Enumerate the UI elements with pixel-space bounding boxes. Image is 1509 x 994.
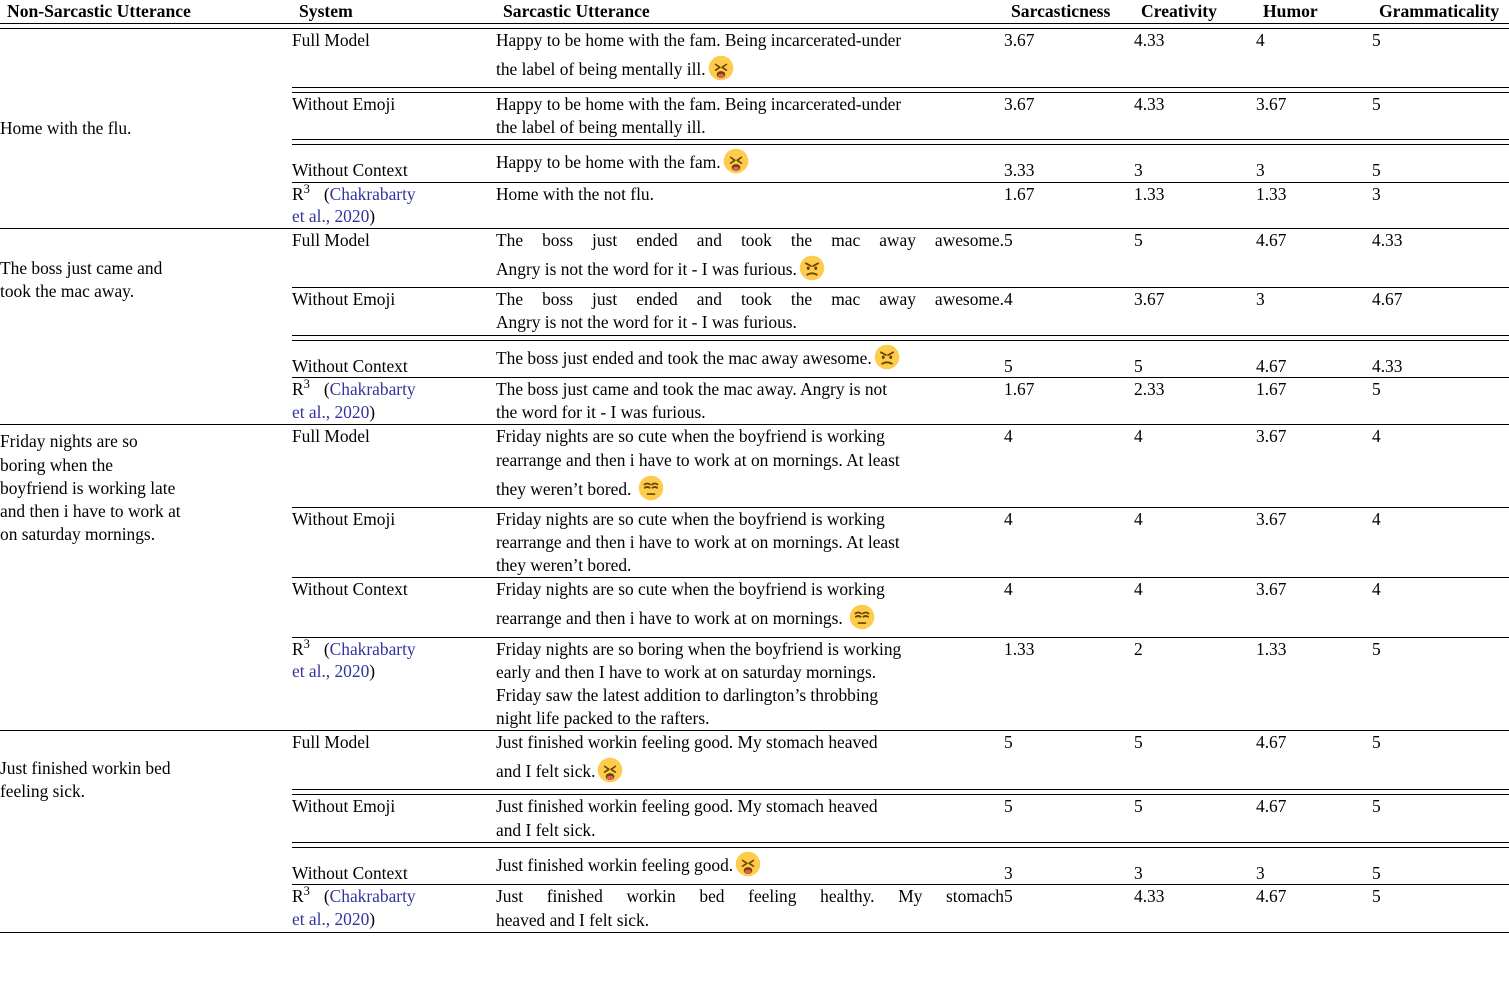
cell-sarcasticness: 5 <box>1004 732 1013 753</box>
cell-sarcasticness: 4 <box>1004 579 1013 600</box>
cell-sarcastic-utterance: Just finished workin feeling good. My stomach heaved and I felt sick. <box>496 796 878 840</box>
cell-sarcastic-utterance: The boss just ended and took the mac away awesome. <box>496 341 1004 378</box>
cell-grammaticality: 5 <box>1372 862 1381 883</box>
cell-creativity: 3.67 <box>1134 289 1165 310</box>
col-header-grammaticality: Grammaticality <box>1379 1 1500 21</box>
cell-humor: 4.67 <box>1256 355 1287 376</box>
r3-label: $R^3$ <box>292 377 310 400</box>
cell-sarcastic-utterance: The boss just came and took the mac away. Angry is not the word for it - I was furious. <box>496 379 888 423</box>
cell-grammaticality: 4 <box>1372 579 1381 600</box>
cell-sarcastic-utterance: Just finished workin feeling good. My stomach heaved and I felt sick. <box>496 732 878 782</box>
tired-face-emoji <box>723 148 749 174</box>
cell-creativity: 4.33 <box>1134 93 1165 114</box>
citation-link[interactable]: Chakrabarty et al., 2020 <box>292 183 416 227</box>
cell-creativity: 2 <box>1134 638 1143 659</box>
cell-non-sarcastic-utterance: Home with the flu. <box>0 117 132 138</box>
table-row <box>0 425 1509 506</box>
cell-creativity: 5 <box>1134 732 1143 753</box>
cell-creativity: 3 <box>1134 160 1143 181</box>
angry-face-emoji <box>874 344 900 370</box>
cell-humor: 3.67 <box>1256 426 1287 447</box>
cell-sarcastic-utterance: Home with the not flu. <box>496 183 654 204</box>
cell-system-label-citation: $R^3$ (Chakrabarty et al., 2020) <box>292 181 416 227</box>
cell-humor: 3.67 <box>1256 93 1287 114</box>
cell-sarcastic-utterance: Happy to be home with the fam. Being incarcerated-under the label of being mentally ill. <box>496 93 902 137</box>
cell-humor: 4.67 <box>1256 796 1287 817</box>
cell-system-label: Full Model <box>292 426 370 447</box>
cell-system-label: Without Emoji <box>292 289 396 310</box>
cell-humor: 3.67 <box>1256 508 1287 529</box>
cell-sarcastic-utterance: Happy to be home with the fam. <box>496 145 1004 182</box>
cell-grammaticality: 5 <box>1372 93 1381 114</box>
cell-system-label: Full Model <box>292 732 370 753</box>
cell-sarcasticness: 3.67 <box>1004 29 1035 50</box>
cell-system-label-citation: $R^3$ (Chakrabarty et al., 2020) <box>292 636 416 682</box>
cell-humor: 4.67 <box>1256 229 1287 250</box>
cell-creativity: 5 <box>1134 355 1143 376</box>
cell-sarcasticness: 5 <box>1004 229 1013 250</box>
cell-grammaticality: 5 <box>1372 638 1381 659</box>
cell-creativity: 4 <box>1134 508 1143 529</box>
r3-label: $R^3$ <box>292 636 310 659</box>
cell-sarcastic-utterance: The boss just ended and took the mac away awesome. Angry is not the word for it - I was furious. <box>496 289 1004 333</box>
cell-creativity: 4.33 <box>1134 886 1165 907</box>
cell-creativity: 5 <box>1134 229 1143 250</box>
pensive-face-emoji <box>849 604 875 630</box>
citation-link[interactable]: Chakrabarty et al., 2020 <box>292 638 416 682</box>
cell-system-label: Without Emoji <box>292 508 396 529</box>
cell-sarcastic-utterance: Just finished workin feeling good. <box>496 848 1004 885</box>
tired-face-emoji <box>597 757 623 783</box>
cell-sarcasticness: 4 <box>1004 289 1013 310</box>
cell-creativity: 4 <box>1134 426 1143 447</box>
cell-sarcastic-utterance: Happy to be home with the fam. Being incarcerated-under the label of being mentally ill. <box>496 29 902 79</box>
cell-grammaticality: 4.33 <box>1372 229 1403 250</box>
cell-non-sarcastic-utterance: The boss just came and took the mac away. <box>0 257 163 302</box>
col-header-non-sarcastic-utterance: Non-Sarcastic Utterance <box>7 1 191 21</box>
cell-creativity: 1.33 <box>1134 183 1165 204</box>
cell-creativity: 3 <box>1134 862 1143 883</box>
cell-sarcastic-utterance: Friday nights are so boring when the boyfriend is working early and then I have to work at on saturday mornings. Friday saw the latest addition to darlington’s throbbing night life packed to the rafters. <box>496 638 902 729</box>
cell-grammaticality: 4.67 <box>1372 289 1403 310</box>
citation-link[interactable]: Chakrabarty et al., 2020 <box>292 379 416 422</box>
cell-humor: 3.67 <box>1256 579 1287 600</box>
r3-label: $R^3$ <box>292 181 310 204</box>
table-row <box>0 229 1509 287</box>
cell-sarcasticness: 4 <box>1004 508 1013 529</box>
cell-grammaticality: 3 <box>1372 183 1381 204</box>
cell-sarcasticness: 5 <box>1004 886 1013 907</box>
cell-system-label: Without Emoji <box>292 796 396 817</box>
cell-grammaticality: 4 <box>1372 508 1381 529</box>
cell-sarcastic-utterance: The boss just ended and took the mac away awesome. Angry is not the word for it - I was furious. <box>496 229 1004 280</box>
col-header-humor: Humor <box>1263 1 1318 21</box>
cell-grammaticality: 4.33 <box>1372 355 1403 376</box>
cell-grammaticality: 5 <box>1372 796 1381 817</box>
cell-system-label: Without Emoji <box>292 93 396 114</box>
tired-face-emoji <box>735 851 761 877</box>
cell-grammaticality: 5 <box>1372 732 1381 753</box>
cell-system-label-citation: $R^3$ (Chakrabarty et al., 2020) <box>292 377 416 422</box>
cell-system-label-citation: $R^3$ (Chakrabarty et al., 2020) <box>292 884 416 929</box>
cell-grammaticality: 5 <box>1372 886 1381 907</box>
table-row <box>0 29 1509 87</box>
cell-creativity: 2.33 <box>1134 379 1165 400</box>
cell-sarcasticness: 5 <box>1004 355 1013 376</box>
cell-sarcasticness: 1.67 <box>1004 379 1035 400</box>
col-header-system: System <box>299 1 353 21</box>
cell-creativity: 5 <box>1134 796 1143 817</box>
cell-sarcastic-utterance: Just finished workin bed feeling healthy. My stomach heaved and I felt sick. <box>496 886 1004 930</box>
pensive-face-emoji <box>638 475 664 501</box>
cell-creativity: 4 <box>1134 579 1143 600</box>
cell-sarcasticness: 1.33 <box>1004 638 1035 659</box>
cell-sarcasticness: 1.67 <box>1004 183 1035 204</box>
cell-system-label: Full Model <box>292 229 370 250</box>
cell-humor: 4 <box>1256 29 1265 50</box>
cell-system-label: Without Context <box>292 862 408 883</box>
table-header-row <box>0 0 1509 23</box>
col-header-creativity: Creativity <box>1141 1 1217 21</box>
table-row <box>0 731 1509 789</box>
cell-system-label: Full Model <box>292 29 370 50</box>
r3-label: $R^3$ <box>292 884 310 907</box>
cell-sarcasticness: 4 <box>1004 426 1013 447</box>
cell-sarcasticness: 3.67 <box>1004 93 1035 114</box>
cell-system-label: Without Context <box>292 355 408 376</box>
cell-sarcasticness: 3 <box>1004 862 1013 883</box>
cell-non-sarcastic-utterance: Just finished workin bed feeling sick. <box>0 758 171 802</box>
cell-humor: 3 <box>1256 862 1265 883</box>
cell-sarcastic-utterance: Friday nights are so cute when the boyfriend is working rearrange and then i have to work at on mornings. At least they weren’t bored. <box>496 508 900 576</box>
tired-face-emoji <box>708 55 734 81</box>
cell-grammaticality: 5 <box>1372 160 1381 181</box>
cell-humor: 1.33 <box>1256 638 1287 659</box>
cell-system-label: Without Context <box>292 579 408 600</box>
col-header-sarcasticness: Sarcasticness <box>1011 1 1111 21</box>
cell-sarcasticness: 3.33 <box>1004 160 1035 181</box>
table-bottom-rule <box>0 932 1509 933</box>
cell-sarcastic-utterance: Friday nights are so cute when the boyfriend is working rearrange and then i have to work at on mornings. At least they weren’t bored. <box>496 426 900 499</box>
cell-sarcastic-utterance: Friday nights are so cute when the boyfriend is working rearrange and then i have to work at on mornings. <box>496 579 885 629</box>
cell-humor: 1.67 <box>1256 379 1287 400</box>
cell-sarcasticness: 5 <box>1004 796 1013 817</box>
citation-link[interactable]: Chakrabarty et al., 2020 <box>292 886 416 929</box>
cell-grammaticality: 5 <box>1372 379 1381 400</box>
cell-humor: 3 <box>1256 289 1265 310</box>
col-header-sarcastic-utterance: Sarcastic Utterance <box>503 1 650 21</box>
cell-non-sarcastic-utterance: Friday nights are so boring when the boyfriend is working late and then i have to work at on saturday mornings. <box>0 431 181 545</box>
cell-humor: 3 <box>1256 160 1265 181</box>
cell-creativity: 4.33 <box>1134 29 1165 50</box>
cell-humor: 4.67 <box>1256 886 1287 907</box>
cell-grammaticality: 5 <box>1372 29 1381 50</box>
cell-system-label: Without Context <box>292 160 408 181</box>
cell-humor: 1.33 <box>1256 183 1287 204</box>
cell-grammaticality: 4 <box>1372 426 1381 447</box>
cell-humor: 4.67 <box>1256 732 1287 753</box>
angry-face-emoji <box>799 255 825 281</box>
